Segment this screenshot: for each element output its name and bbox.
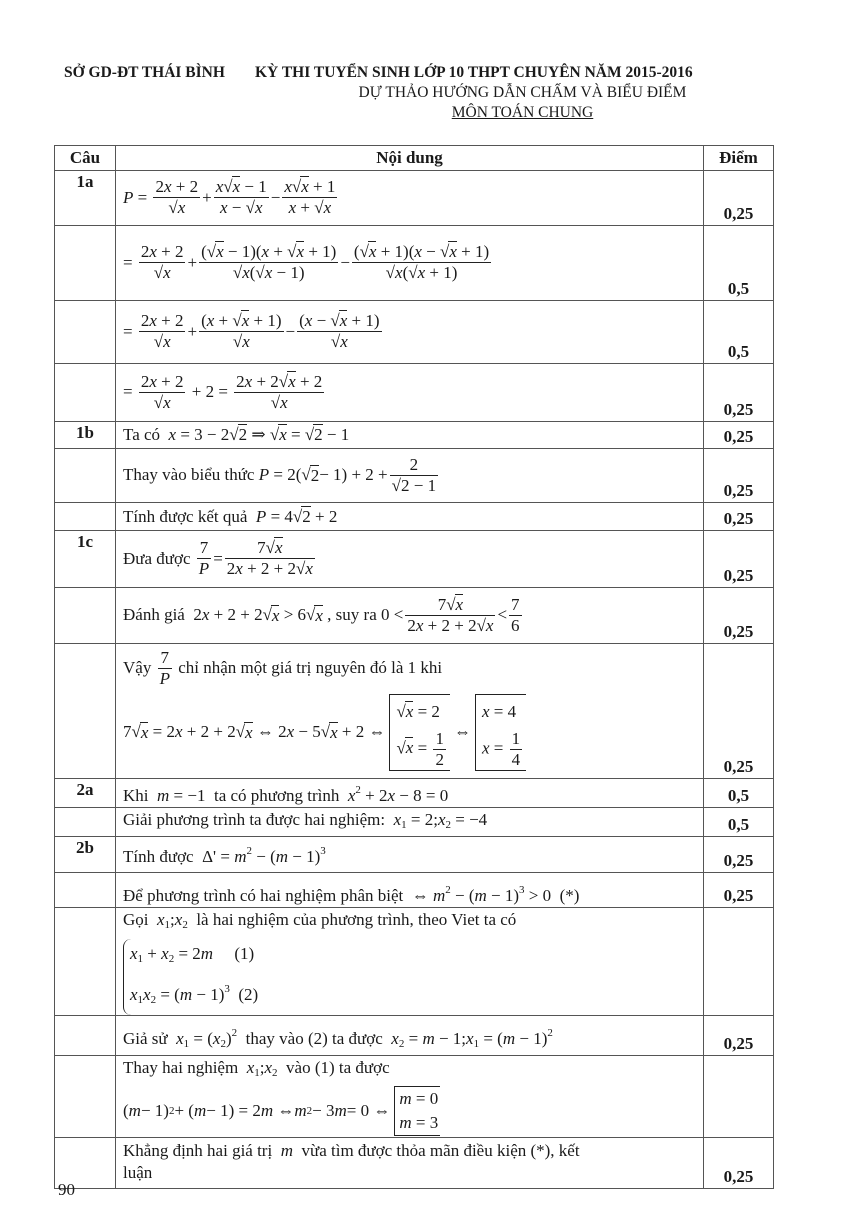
table-row [55, 1016, 774, 1056]
score-cell: 0,25 [704, 873, 774, 908]
question-label [55, 226, 116, 301]
content-cell [116, 503, 704, 531]
content-text: Để phương trình có hai nghiệm phân biệt [123, 886, 404, 905]
content-line: Tính được kết quả P = 4√2 + 2 [123, 507, 338, 526]
col-header-question: Câu [55, 146, 116, 171]
content-text: Giả sử [123, 1029, 168, 1048]
question-label [55, 1056, 116, 1138]
content-cell [116, 644, 704, 779]
content-text-2: vào (1) ta được [286, 1058, 390, 1077]
score-cell: 0,5 [704, 301, 774, 364]
score-cell: 0,25 [704, 837, 774, 873]
equation-label: (1) [234, 944, 255, 963]
content-line: Giải phương trình ta được hai nghiệm: $x_1$ = $2;x_2 = -4$ [123, 810, 488, 831]
content-cell [116, 808, 704, 837]
content-line: Vậy 7 P chỉ nhận một giá trị nguyên đó là 1 khi [123, 647, 443, 688]
question-label [55, 449, 116, 503]
content-line [123, 1162, 696, 1184]
content-text: Ta có [123, 425, 161, 444]
question-label [55, 808, 116, 837]
content-cell [116, 171, 704, 226]
content-line: Khẳng định hai giá trị m vừa tìm được thỏa mãn điều kiện (*), kết [123, 1141, 580, 1160]
math-expression: ( m − 1) 2 + ( m − 1) = 2 m ⇔ m 2 − 3 m = 0 ⇔ m = 0 m = 3 [123, 1086, 696, 1136]
table-row [55, 908, 774, 1016]
score-cell: 0,25 [704, 171, 774, 226]
score-cell: 0,25 [704, 644, 774, 779]
content-text: Giải phương trình ta được hai nghiệm: [123, 810, 386, 829]
score-cell: 0,25 [704, 422, 774, 449]
table-row [55, 873, 774, 908]
content-text-2: vừa tìm được thỏa mãn điều kiện (*), kết [301, 1141, 580, 1160]
table-row [55, 1056, 774, 1138]
score-cell: 0,25 [704, 531, 774, 588]
table-row [55, 644, 774, 779]
content-cell [116, 1056, 704, 1138]
col-header-score: Điểm [704, 146, 774, 171]
content-text-2: chỉ nhận một giá trị nguyên đó là 1 khi [178, 658, 443, 677]
content-text: Khẳng định hai giá trị [123, 1141, 273, 1160]
score-cell: 0,5 [704, 779, 774, 808]
question-label: 1b [55, 422, 116, 449]
table-row [55, 422, 774, 449]
table-row [55, 531, 774, 588]
score-cell: 0,25 [704, 449, 774, 503]
score-cell [704, 1056, 774, 1138]
header-subject: MÔN TOÁN CHUNG [451, 104, 594, 121]
solution-bracket: x = 4 x = $\frac{1}{4}$ [475, 694, 526, 771]
content-line: Đưa được 7 P = 7√x 2x + 2 + 2√x [123, 538, 313, 578]
content-text: Tính được [123, 847, 194, 866]
question-label [55, 908, 116, 1016]
content-text-2: là hai nghiệm của phương trình, theo Viet ta có [196, 910, 517, 929]
content-cell [116, 422, 704, 449]
header-subtitle: DỰ THẢO HƯỚNG DẪN CHẤM VÀ BIỂU ĐIỂM [358, 84, 687, 101]
table-row [55, 301, 774, 364]
content-cell [116, 908, 704, 1016]
table-row [55, 1138, 774, 1189]
table-row [55, 837, 774, 873]
score-cell: 0,25 [704, 1138, 774, 1189]
content-line: Tính được $\Delta' = m^2 - (m - 1)^3$ [123, 845, 326, 866]
header-right: KỲ THI TUYỂN SINH LỚP 10 THPT CHUYÊN NĂM 2015-2016 [255, 64, 693, 81]
content-cell [116, 837, 704, 873]
table-row [55, 449, 774, 503]
question-label: 2a [55, 779, 116, 808]
content-line: Thay hai nghiệm $x_1;x_2$ vào (1) ta được [123, 1058, 390, 1079]
table-row [55, 364, 774, 422]
content-text-3: luận [123, 1163, 153, 1182]
content-line: Đánh giá 2 x + 2 + 2√ x > 6√ x , suy ra 0 < 7√x 2x + 2 + 2√x < 7 6 [123, 594, 520, 635]
math-expression: 7√ x = 2 x + 2 + 2√ x ⇔ 2 x − 5√ x + 2 ⇔ √x = 2 √x = $\frac{1}{2}$ ⇔ x = 4 x = $\frac{1}{4}$ [123, 692, 696, 772]
math-expression: P = 2x + 2 √x + x√x − 1 x − √x − x√x + 1 x + √x [123, 177, 336, 217]
content-text-2: thay vào (2) ta được [245, 1029, 383, 1048]
content-text: Tính được kết quả [123, 507, 248, 526]
content-cell [116, 531, 704, 588]
question-label [55, 873, 116, 908]
content-line: Để phương trình có hai nghiệm phân biệt ⇔ $m^2 - (m - 1)^3 > 0$ (*) [123, 884, 580, 905]
score-cell: 0,5 [704, 226, 774, 301]
score-cell: 0,25 [704, 588, 774, 644]
question-label [55, 503, 116, 531]
math-expression: = 2x + 2 √x + (x + √x + 1) √x − (x − √x + 1) √x [123, 311, 380, 351]
question-label [55, 588, 116, 644]
content-cell [116, 449, 704, 503]
question-label [55, 301, 116, 364]
math-expression: = 2x + 2 √x + 2 = 2x + 2√x + 2 √x [123, 371, 323, 412]
content-text-2: , suy ra [327, 605, 377, 624]
table-row [55, 808, 774, 837]
grading-table [54, 145, 774, 1189]
question-label: 1a [55, 171, 116, 226]
table-row [55, 503, 774, 531]
content-line: Giả sử $x_1 = (x_2)^2$ thay vào (2) ta được $x_2 = m$ − $1;x_1 = (m - 1)^2$ [123, 1027, 553, 1050]
content-text: Vậy [123, 658, 152, 677]
content-text-2: (*) [559, 886, 580, 905]
header-left: SỞ GD-ĐT THÁI BÌNH [64, 64, 225, 81]
solution-bracket: m = 0 m = 3 [394, 1086, 440, 1136]
content-line: Ta có x = 3 − 2√2 ⇒ √x = √2 − 1 [123, 425, 350, 444]
page-number: 90 [58, 1180, 75, 1199]
col-header-content: Nội dung [116, 146, 704, 171]
content-text: Đánh giá [123, 605, 185, 624]
question-label [55, 364, 116, 422]
content-text: Thay vào biểu thức [123, 465, 255, 484]
table-row [55, 171, 774, 226]
table-row [55, 779, 774, 808]
content-text-2: ta có phương trình [213, 786, 340, 805]
content-cell [116, 873, 704, 908]
content-text: Gọi [123, 910, 149, 929]
equation-label: (2) [238, 985, 259, 1004]
table-row [55, 226, 774, 301]
score-cell [704, 908, 774, 1016]
score-cell: 0,5 [704, 808, 774, 837]
content-text: Thay hai nghiệm [123, 1058, 239, 1077]
score-cell: 0,25 [704, 1016, 774, 1056]
content-cell [116, 1016, 704, 1056]
content-cell [116, 301, 704, 364]
content-text: Đưa được [123, 548, 191, 568]
question-label: 1c [55, 531, 116, 588]
table-header-row [55, 146, 774, 171]
score-cell: 0,25 [704, 503, 774, 531]
content-line: Khi m = −1 ta có phương trình $x^2 + 2x - 8 = 0$ [123, 784, 449, 805]
viet-system: $x_1 + x_2 = 2m$ (1) $x_1x_2 = (m - 1)^3$ (2) [123, 939, 258, 1015]
content-line: Gọi $x_1;x_2$ là hai nghiệm của phương trình, theo Viet ta có [123, 910, 517, 931]
question-label: 2b [55, 837, 116, 873]
content-text: Khi [123, 786, 149, 805]
score-cell: 0,25 [704, 364, 774, 422]
question-label [55, 1016, 116, 1056]
content-cell [116, 226, 704, 301]
content-cell [116, 588, 704, 644]
table-row [55, 588, 774, 644]
content-line: Thay vào biểu thức P = 2(√ 2 − 1) + 2 + 2 √2 − 1 [123, 454, 437, 495]
math-expression: = 2x + 2 √x + (√x − 1)(x + √x + 1) √x(√x − 1) − (√x + 1)(x − √x + 1) √x(√x + 1) [123, 242, 490, 282]
question-label [55, 644, 116, 779]
content-cell [116, 364, 704, 422]
content-cell [116, 779, 704, 808]
content-cell [116, 1138, 704, 1189]
solution-bracket: √x = 2 √x = $\frac{1}{2}$ [389, 694, 449, 771]
